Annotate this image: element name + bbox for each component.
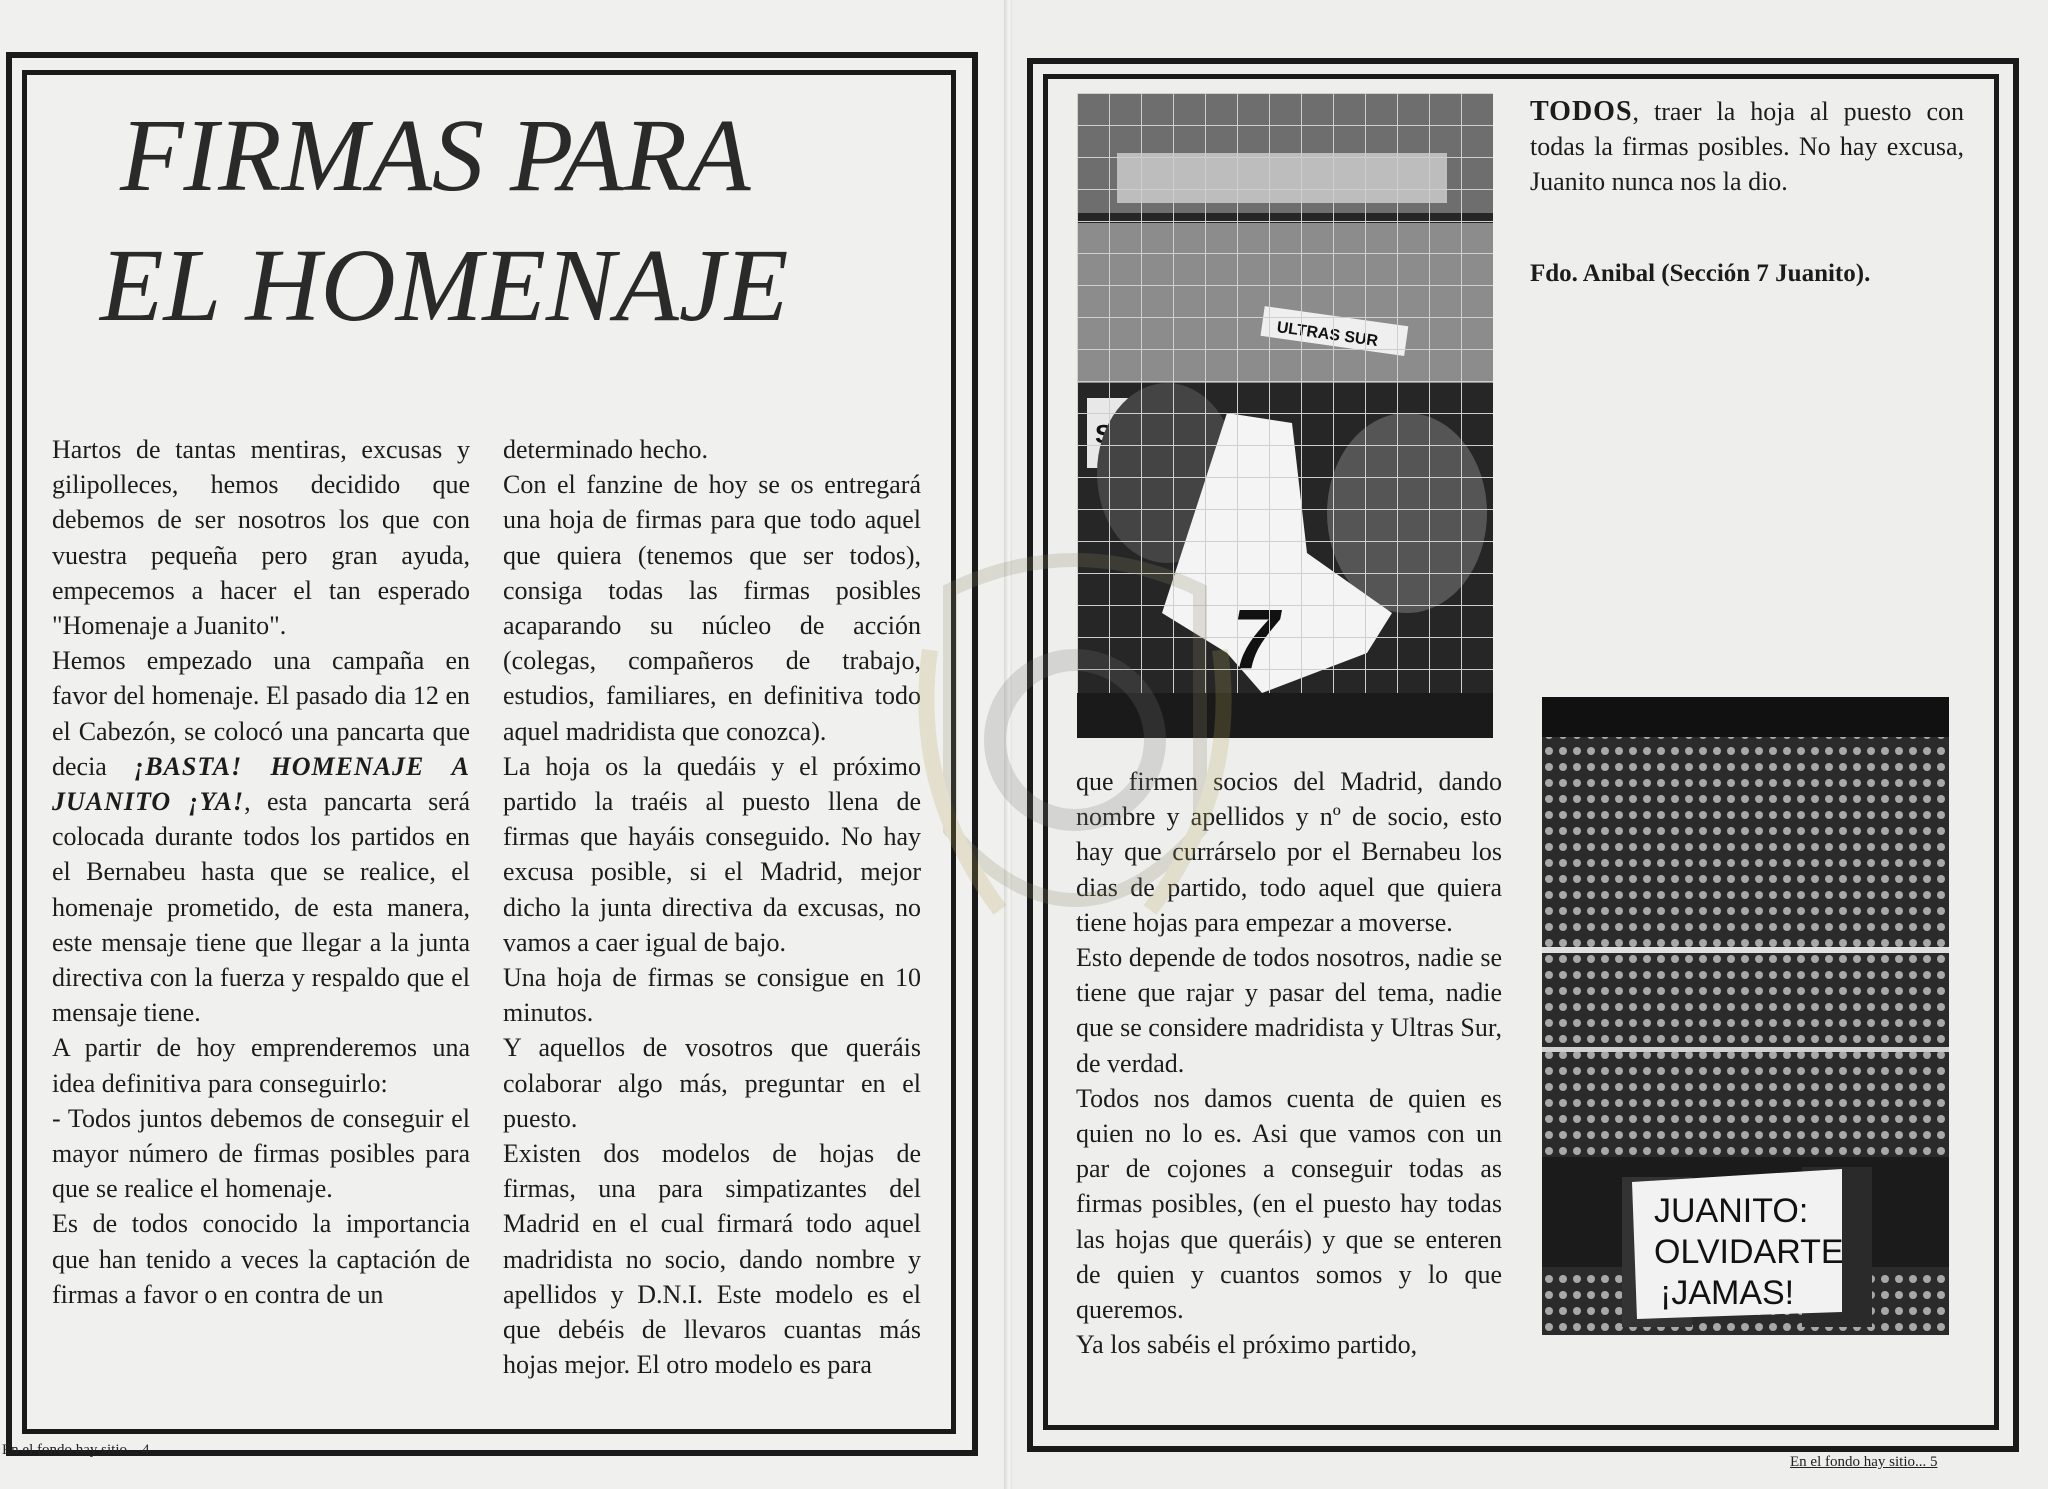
club-crest-watermark xyxy=(910,530,1240,980)
paragraph: La hoja os la quedáis y el próximo partido la traéis al puesto llena de firmas que hayáis conseguido. No hay excusa posible, si el Madrid, mejor dicho la junta directiva da excusas, no vamos a caer igual de bajo. xyxy=(503,751,921,957)
paragraph-text: Hemos empezado una campaña en favor del homenaje. El pasado dia 12 en el Cabezón, se colocó una pancarta que decia xyxy=(52,646,470,781)
paragraph: Es de todos conocido la importancia que han tenido a veces la captación de firmas a favor o en contra de un xyxy=(52,1209,470,1309)
paragraph: Esto depende de todos nosotros, nadie se tiene que rajar y pasar del tema, nadie que se considere madridista y Ultras Sur, de verdad. xyxy=(1076,943,1502,1078)
title-line-1: FIRMAS PARA xyxy=(120,98,751,213)
banner-line-2: OLVIDARTE xyxy=(1654,1233,1844,1271)
paragraph: A partir de hoy emprenderemos una idea definitiva para conseguirlo: xyxy=(52,1033,470,1098)
paragraph: Ya los sabéis el próximo partido, xyxy=(1076,1330,1418,1360)
todos-emphasis: TODOS xyxy=(1530,96,1633,127)
paragraph xyxy=(1530,94,1964,200)
left-column-2 xyxy=(503,432,921,1382)
paragraph xyxy=(52,643,470,1030)
stadium-photo-juanito-banner xyxy=(1542,697,1949,1335)
paragraph: Y aquellos de vosotros que queráis colaborar algo más, preguntar en el puesto. xyxy=(503,1033,921,1133)
paragraph: Hartos de tantas mentiras, excusas y gilipolleces, hemos decidido que debemos de ser nosotros los que con vuestra pequeña pero gran ayuda, empecemos a hacer el tan esperado "Homenaje a Juanito". xyxy=(52,435,470,641)
left-column-1 xyxy=(52,432,470,1312)
paragraph: Con el fanzine de hoy se os entregará una hoja de firmas para que todo aquel que quiera (tenemos que ser todos), consiga todas las firmas posibles acaparando su núcleo de acción (colegas, compañeros de trabajo, estudios, familiares, en definitiva todo aquel madridista que conozca). xyxy=(503,470,921,746)
paragraph: Existen dos modelos de hojas de firmas, una para simpatizantes del Madrid en el cual firmará todo aquel madridista no socio, dando nombre y apellidos y D.N.I. Este modelo es el que debéis de llevaros cuantas más hojas mejor. El otro modelo es para xyxy=(503,1139,921,1380)
banner-line-1: JUANITO: xyxy=(1654,1192,1809,1230)
title-line-2: EL HOMENAJE xyxy=(100,228,789,343)
left-page xyxy=(0,0,1010,1489)
paragraph-text: , esta pancarta será colocada durante todos los partidos en el Bernabeu hasta que se realice, el homenaje prometido, de esta manera, este mensaje tiene que llegar a la junta directiva con la fuerza y respaldo que el mensaje tiene. xyxy=(52,787,470,1028)
paragraph-text: , traer la hoja al puesto con todas la firmas posibles. No hay excusa, Juanito nunca nos la dio. xyxy=(1530,97,1964,197)
paragraph: que firmen socios del Madrid, dando nombre y apellidos y nº de socio, esto hay que currárselo por el Bernabeu los dias de partido, todo aquel que quiera tiene hojas para empezar a moverse. xyxy=(1076,767,1502,937)
stadium-photo-juanito-banner-image xyxy=(1542,697,1949,1335)
banner-quote: ¡BASTA! HOMENAJE A JUANITO ¡YA! xyxy=(52,751,471,817)
banner-line-3: ¡JAMAS! xyxy=(1660,1274,1795,1312)
right-page-footer: En el fondo hay sitio... 5 xyxy=(1790,1454,1938,1470)
article-title xyxy=(90,80,890,350)
left-page-footer: En el fondo hay sitio... 4 xyxy=(2,1442,150,1458)
paragraph: Todos nos damos cuenta de quien es quien no lo es. Asi que vamos con un par de cojones a conseguir todas as firmas posibles, (en el puesto hay todas las hojas que queráis) y que se enteren de quien y cuantos somos y lo que queremos. xyxy=(1076,1083,1502,1325)
right-top-text xyxy=(1530,94,1964,291)
paragraph: Una hoja de firmas se consigue en 10 minutos. xyxy=(503,963,921,1028)
paragraph: - Todos juntos debemos de conseguir el mayor número de firmas posibles para que se realice el homenaje. xyxy=(52,1103,470,1204)
paragraph: determinado hecho. xyxy=(503,435,709,464)
signature: Fdo. Anibal (Sección 7 Juanito). xyxy=(1530,259,1871,287)
